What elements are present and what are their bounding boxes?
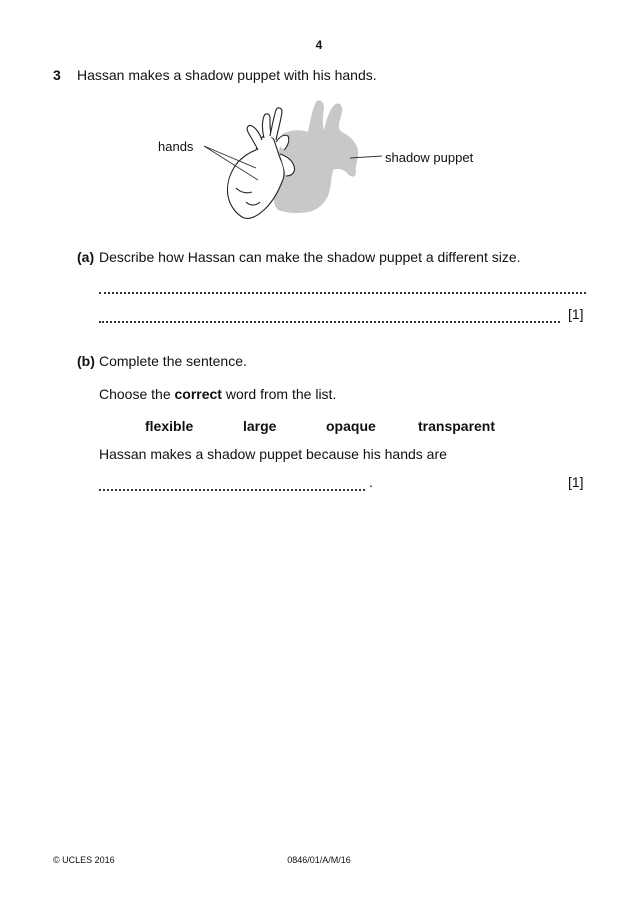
sentence-period: .: [369, 474, 373, 490]
part-a-label: (a): [77, 249, 95, 265]
question-text: Hassan makes a shadow puppet with his hands.: [77, 67, 377, 83]
word-option: flexible: [145, 418, 194, 434]
part-b-label: (b): [77, 353, 95, 369]
part-a-text: Describe how Hassan can make the shadow puppet a different size.: [99, 249, 521, 265]
page-number: 4: [315, 38, 323, 52]
question-number: 3: [53, 67, 61, 83]
marks-a: [1]: [568, 306, 584, 322]
footer-code: 0846/01/A/M/16: [287, 855, 351, 865]
hands-label: hands: [158, 139, 194, 154]
footer-copyright: © UCLES 2016: [53, 855, 115, 865]
part-b-instruction: Complete the sentence.: [99, 353, 247, 369]
word-option: transparent: [418, 418, 496, 434]
marks-b: [1]: [568, 474, 584, 490]
shadow-puppet-label: shadow puppet: [385, 150, 474, 165]
word-option: large: [243, 418, 277, 434]
choose-pre: Choose the: [99, 386, 171, 402]
word-option: opaque: [326, 418, 376, 434]
shadow-puppet-figure: [150, 96, 490, 224]
answer-line[interactable]: [99, 321, 560, 323]
choose-post: word from the list.: [225, 386, 337, 402]
answer-line[interactable]: [99, 489, 365, 491]
choose-bold: correct: [174, 386, 222, 402]
part-b-sentence: Hassan makes a shadow puppet because his hands are: [99, 446, 447, 462]
choose-instruction: [99, 386, 336, 402]
answer-line[interactable]: [99, 292, 586, 294]
